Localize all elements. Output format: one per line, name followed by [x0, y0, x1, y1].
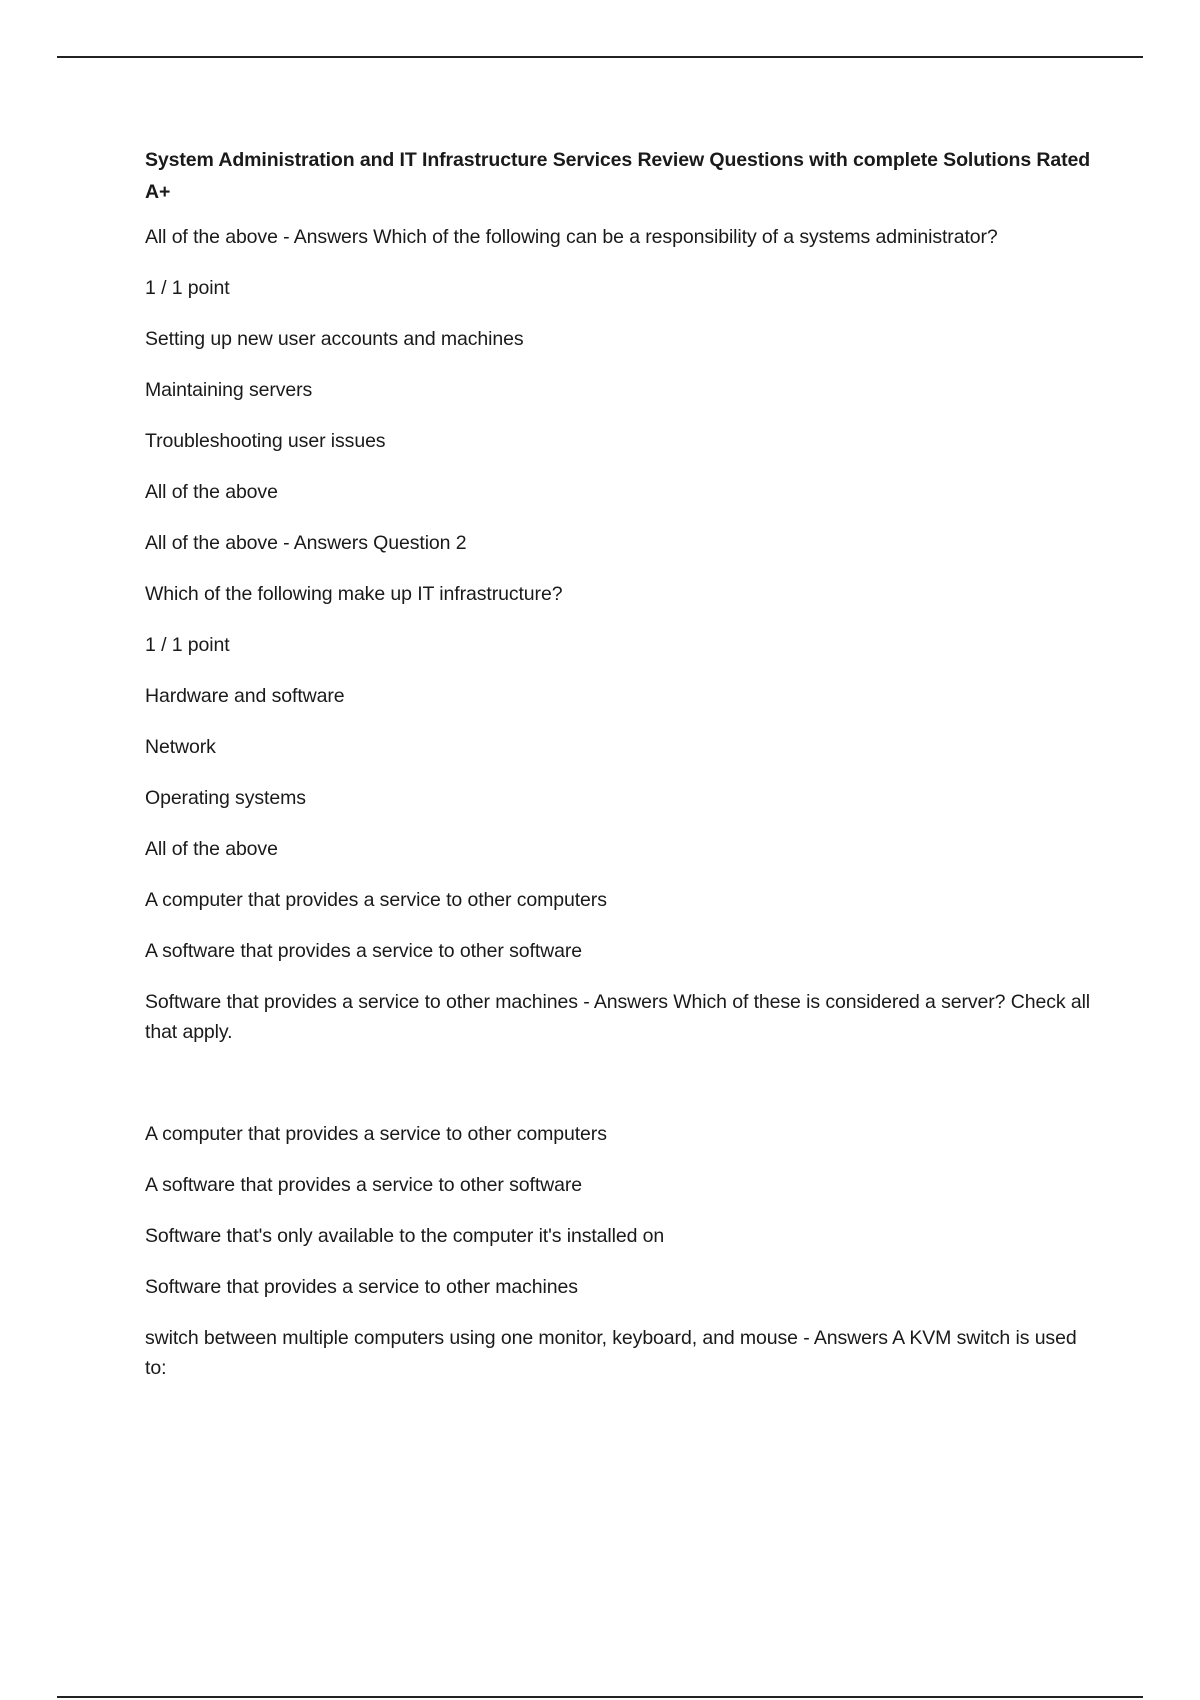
document-body: [145, 144, 1100, 1404]
paragraph: Software that provides a service to other machines - Answers Which of these is considered a server? Check all that apply.: [145, 991, 1091, 1043]
paragraph: A software that provides a service to other software: [145, 1174, 583, 1196]
top-rule: [57, 56, 1143, 58]
paragraph: Operating systems: [145, 787, 306, 809]
paragraph: Software that's only available to the computer it's installed on: [145, 1225, 665, 1247]
paragraph: Hardware and software: [145, 685, 345, 707]
paragraph: Which of the following make up IT infrastructure?: [145, 583, 563, 605]
paragraph: All of the above: [145, 481, 278, 503]
paragraph: A computer that provides a service to other computers: [145, 889, 607, 911]
paragraph: Network: [145, 736, 216, 758]
paragraph: All of the above - Answers Which of the following can be a responsibility of a systems administrator?: [145, 226, 998, 248]
paragraph: Setting up new user accounts and machines: [145, 328, 524, 350]
paragraph: A software that provides a service to other software: [145, 940, 583, 962]
paragraph: Troubleshooting user issues: [145, 430, 386, 452]
paragraph: All of the above - Answers Question 2: [145, 532, 467, 554]
bottom-rule: [57, 1696, 1143, 1698]
paragraph: Software that provides a service to other machines: [145, 1276, 578, 1298]
paragraph: 1 / 1 point: [145, 634, 230, 656]
paragraph: 1 / 1 point: [145, 277, 230, 299]
document-title: System Administration and IT Infrastructure Services Review Questions with complete Solutions Rated A+: [145, 149, 1091, 203]
paragraph: All of the above: [145, 838, 278, 860]
paragraph: A computer that provides a service to other computers: [145, 1123, 607, 1145]
paragraph: switch between multiple computers using one monitor, keyboard, and mouse - Answers A KVM switch is used to:: [145, 1327, 1077, 1379]
paragraph: Maintaining servers: [145, 379, 313, 401]
